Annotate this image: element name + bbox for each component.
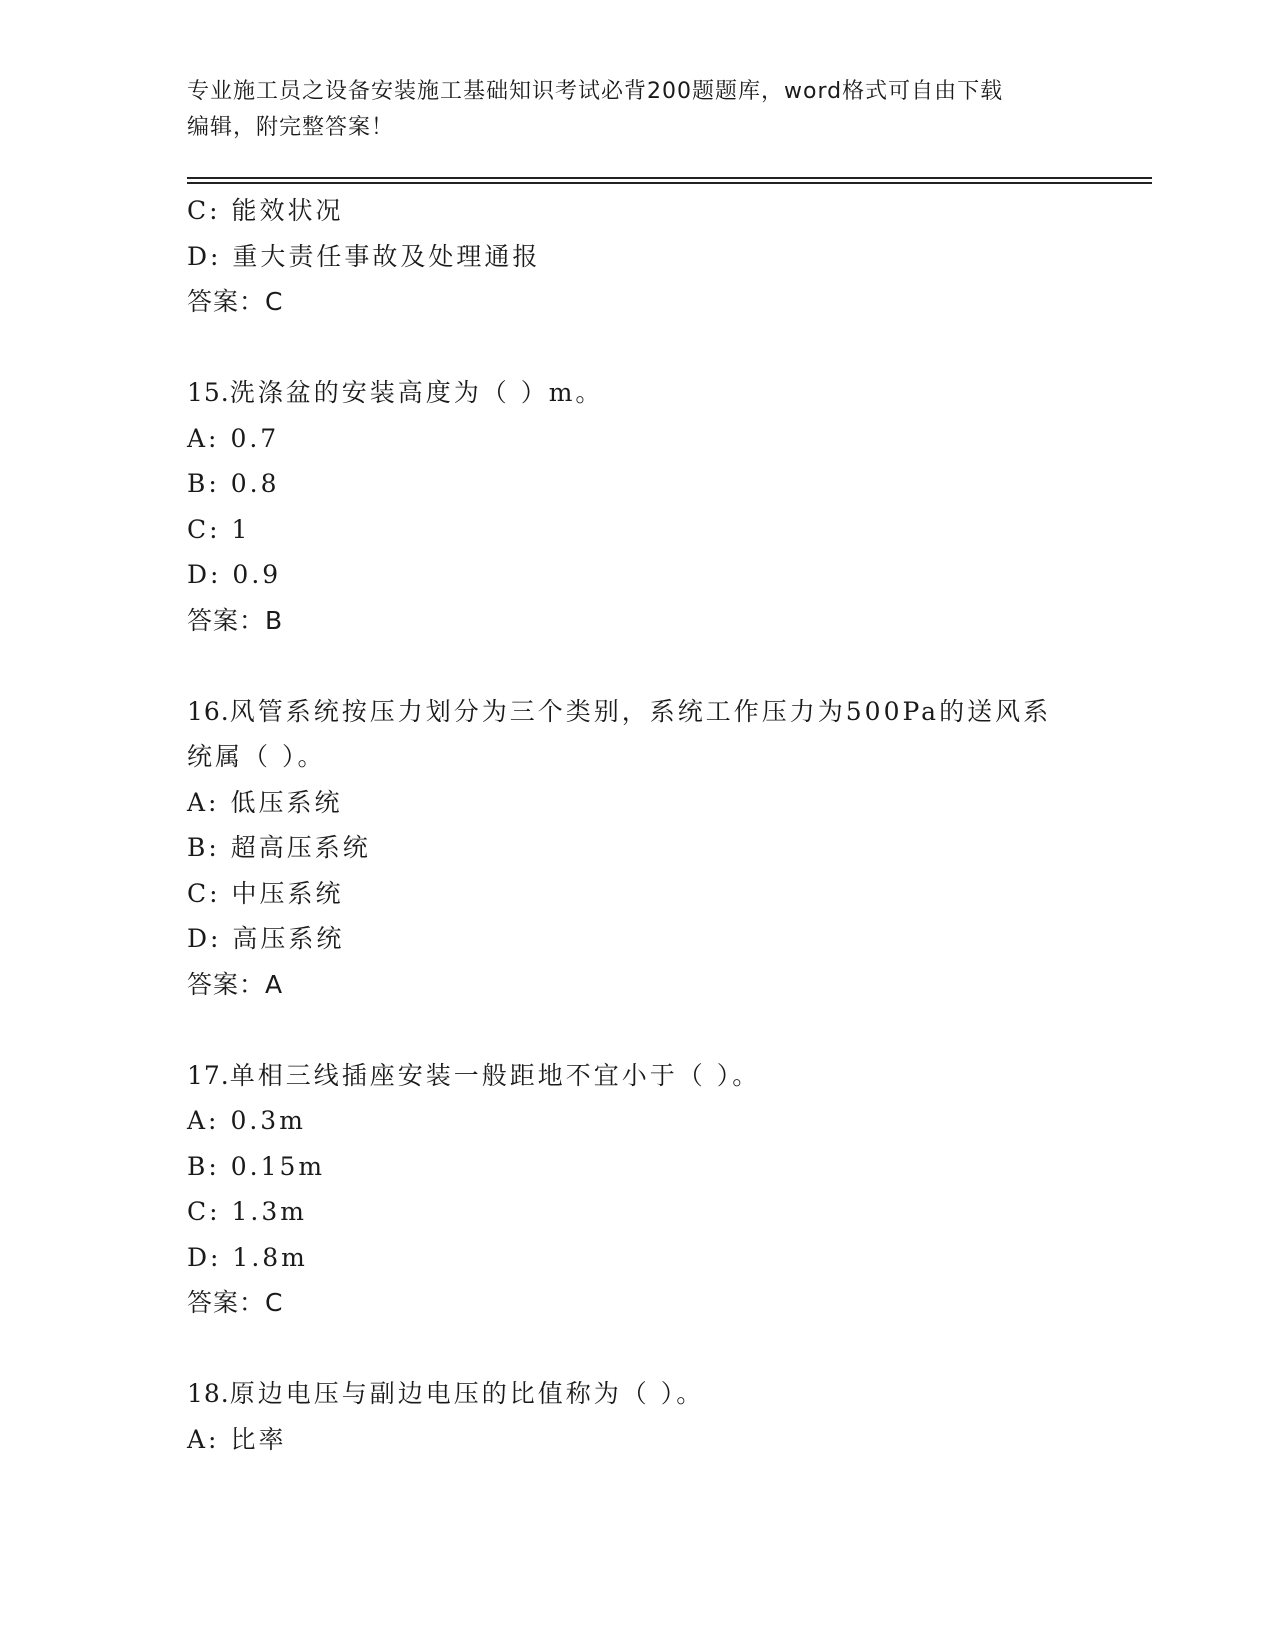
- option-line: [187, 188, 1087, 234]
- option-letter: D:: [187, 241, 222, 271]
- question-text: 单相三线插座安装一般距地不宜小于（ ）。: [229, 1060, 761, 1090]
- header-divider-bottom: [187, 182, 1152, 184]
- option-letter: C:: [187, 196, 221, 225]
- option-text: 低压系统: [230, 787, 343, 817]
- option-text: 超高压系统: [230, 833, 371, 862]
- question-stem: [187, 689, 1087, 735]
- question-stem: [187, 1371, 1087, 1417]
- option-line: [187, 825, 1087, 871]
- option-letter: C:: [187, 878, 221, 908]
- answer-line: 答案：C: [187, 287, 284, 316]
- option-text: 1: [231, 514, 251, 544]
- answer-line: 答案：B: [187, 605, 284, 635]
- option-letter: A:: [187, 423, 220, 453]
- option-letter: B:: [187, 469, 220, 498]
- option-text: 0.7: [230, 423, 280, 453]
- option-letter: B:: [187, 1151, 220, 1181]
- answer-line: 答案：A: [187, 969, 284, 999]
- option-line: [187, 1417, 1087, 1463]
- option-line: [187, 916, 1087, 962]
- option-line: [187, 507, 1087, 553]
- option-letter: B:: [187, 833, 220, 862]
- option-letter: D:: [187, 924, 222, 953]
- option-line: [187, 871, 1087, 917]
- question-text: 洗涤盆的安装高度为（ ）m。: [229, 378, 604, 407]
- spacer: [187, 1326, 1087, 1372]
- option-text: 0.8: [230, 469, 280, 498]
- option-line: [187, 1189, 1087, 1235]
- option-line: [187, 461, 1087, 507]
- question-number: 18.: [187, 1379, 230, 1408]
- option-line: [187, 780, 1087, 826]
- header-line-1: 专业施工员之设备安装施工基础知识考试必背200题题库，word格式可自由下载: [187, 79, 1004, 104]
- option-text: 中压系统: [231, 878, 344, 908]
- option-line: [187, 416, 1087, 462]
- option-line: [187, 1144, 1087, 1190]
- spacer: [187, 1007, 1087, 1053]
- question-number: 15.: [187, 378, 230, 407]
- option-letter: D:: [187, 1242, 222, 1272]
- question-text: 风管系统按压力划分为三个类别，系统工作压力为500Pa的送风系: [229, 696, 1052, 726]
- spacer: [187, 325, 1087, 371]
- option-text: 1.8m: [232, 1242, 308, 1272]
- answer-line: 答案：C: [187, 1288, 284, 1317]
- option-letter: C:: [187, 514, 221, 544]
- option-line: [187, 552, 1087, 598]
- option-letter: A:: [187, 1424, 220, 1454]
- option-text: 0.3m: [230, 1106, 306, 1135]
- spacer: [187, 643, 1087, 689]
- option-text: 比率: [230, 1424, 287, 1454]
- question-content: [187, 188, 1087, 1462]
- option-line: [187, 1235, 1087, 1281]
- option-text: 0.9: [232, 560, 282, 589]
- option-text: 0.15m: [230, 1151, 326, 1181]
- document-header: [187, 74, 1067, 146]
- header-divider-top: [187, 177, 1152, 179]
- option-letter: D:: [187, 560, 222, 589]
- question-stem-continued: 统属（ ）。: [187, 742, 326, 771]
- option-letter: A:: [187, 787, 220, 817]
- question-number: 17.: [187, 1060, 230, 1090]
- option-line: [187, 234, 1087, 280]
- option-text: 重大责任事故及处理通报: [232, 241, 541, 271]
- question-text: 原边电压与副边电压的比值称为（ ）。: [229, 1379, 705, 1408]
- option-text: 1.3m: [231, 1197, 307, 1226]
- option-text: 高压系统: [232, 924, 345, 953]
- question-number: 16.: [187, 696, 230, 726]
- header-line-2: 编辑，附完整答案！: [187, 115, 395, 140]
- option-text: 能效状况: [231, 196, 344, 225]
- option-letter: A:: [187, 1106, 220, 1135]
- option-line: [187, 1098, 1087, 1144]
- question-stem: [187, 1053, 1087, 1099]
- question-stem: [187, 370, 1087, 416]
- option-letter: C:: [187, 1197, 221, 1226]
